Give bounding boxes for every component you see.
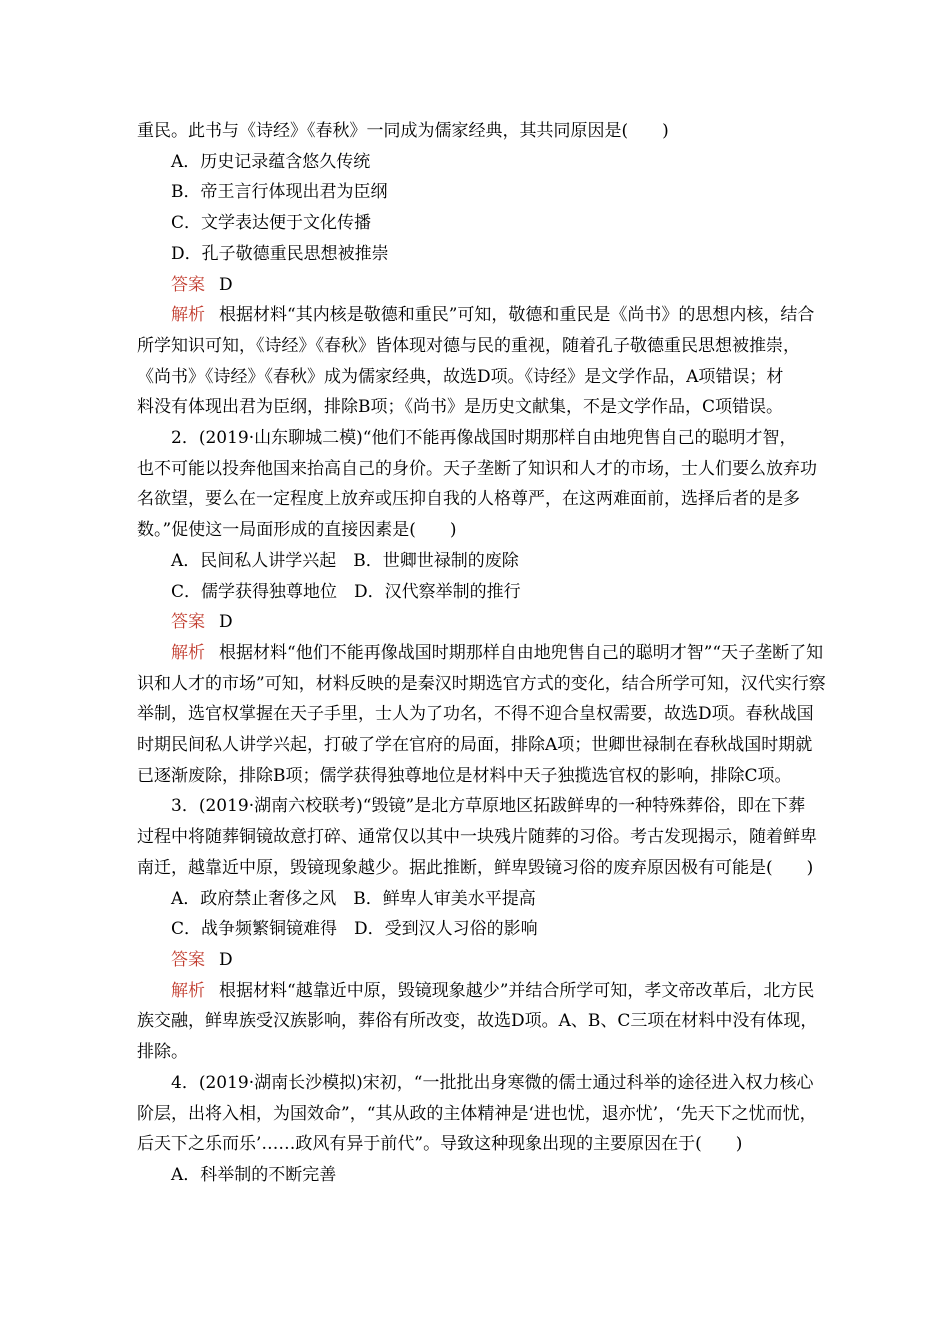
q3-options-row: A．政府禁止奢侈之风 B．鲜卑人审美水平提高 bbox=[171, 888, 536, 909]
q2-answer-row bbox=[137, 607, 813, 638]
q3-stem-line: 3．(2019·湖南六校联考)“毁镜”是北方草原地区拓跋鲜卑的一种特殊葬俗，即在下葬 bbox=[171, 796, 806, 817]
q4-stem-line: 后天下之乐而乐’……政风有异于前代”。导致这种现象出现的主要原因在于( ) bbox=[137, 1134, 743, 1155]
analysis-text: 根据材料“他们不能再像战国时期那样自由地兜售自己的聪明才智”“天子垄断了知 bbox=[219, 642, 824, 663]
answer-value: D bbox=[219, 274, 233, 295]
q2-stem-line: 2．(2019·山东聊城二模)“他们不能再像战国时期那样自由地兜售自己的聪明才智， bbox=[171, 428, 797, 449]
q2-stem-line: 数。”促使这一局面形成的直接因素是( ) bbox=[137, 520, 457, 541]
q2-analysis-first bbox=[137, 638, 824, 669]
q3-stem-line: 过程中将随葬铜镜故意打碎、通常仅以其中一块残片随葬的习俗。考古发现揭示，随着鲜卑 bbox=[137, 827, 817, 848]
q2-analysis-line: 举制，选官权掌握在天子手里，士人为了功名，不得不迎合皇权需要，故选D项。春秋战国 bbox=[137, 704, 814, 725]
q4-stem-line: 4．(2019·湖南长沙模拟)宋初，“一批批出身寒微的儒士通过科举的途径进入权力核心 bbox=[171, 1072, 814, 1093]
answer-label: 答案 bbox=[171, 274, 205, 295]
q1-analysis-line: 所学知识可知，《诗经》《春秋》皆体现对德与民的重视，随着孔子敬德重民思想被推崇， bbox=[137, 335, 800, 356]
q2-stem-line: 名欲望，要么在一定程度上放弃或压抑自我的人格尊严，在这两难面前，选择后者的是多 bbox=[137, 489, 800, 510]
answer-value: D bbox=[219, 612, 233, 633]
q3-stem-line: 南迁，越靠近中原，毁镜现象越少。据此推断，鲜卑毁镜习俗的废弃原因极有可能是( ) bbox=[137, 857, 814, 878]
analysis-text: 根据材料“其内核是敬德和重民”可知，敬德和重民是《尚书》的思想内核，结合 bbox=[219, 305, 815, 326]
answer-value: D bbox=[219, 949, 233, 970]
q2-analysis-line: 识和人才的市场”可知，材料反映的是秦汉时期选官方式的变化，结合所学可知，汉代实行察 bbox=[137, 673, 826, 694]
q2-stem-line: 也不可能以投奔他国来抬高自己的身价。天子垄断了知识和人才的市场，士人们要么放弃功 bbox=[137, 458, 817, 479]
q1-analysis-first bbox=[137, 300, 813, 331]
q3-analysis-first bbox=[137, 976, 813, 1007]
q1-analysis-line: 料没有体现出君为臣纲，排除B项；《尚书》是历史文献集，不是文学作品，C项错误。 bbox=[137, 397, 783, 418]
q1-answer-row bbox=[137, 270, 813, 301]
q3-answer-row bbox=[137, 945, 813, 976]
answer-label: 答案 bbox=[171, 949, 205, 970]
q4-stem-line: 阶层，出将入相，为国效命”，“其从政的主体精神是‘进也忧，退亦忧’，‘先天下之忧而忧， bbox=[137, 1103, 817, 1124]
q2-analysis-line: 时期民间私人讲学兴起，打破了学在官府的局面，排除A项；世卿世禄制在春秋战国时期就 bbox=[137, 735, 813, 756]
q1-option-d: D．孔子敬德重民思想被推崇 bbox=[171, 243, 389, 264]
analysis-label: 解析 bbox=[171, 980, 205, 1001]
q1-stem-end: 重民。此书与《诗经》《春秋》一同成为儒家经典，其共同原因是( ) bbox=[137, 121, 669, 141]
q1-option-a: A．历史记录蕴含悠久传统 bbox=[171, 151, 371, 172]
q3-analysis-line: 排除。 bbox=[137, 1042, 188, 1063]
q2-analysis-line: 已逐渐废除，排除B项；儒学获得独尊地位是材料中天子独揽选官权的影响，排除C项。 bbox=[137, 765, 792, 786]
analysis-label: 解析 bbox=[171, 305, 205, 326]
q4-option-a: A．科举制的不断完善 bbox=[171, 1164, 337, 1185]
analysis-text: 根据材料“越靠近中原，毁镜现象越少”并结合所学可知，孝文帝改革后，北方民 bbox=[219, 980, 815, 1001]
q1-analysis-line: 《尚书》《诗经》《春秋》成为儒家经典，故选D项。《诗经》是文学作品，A项错误；材 bbox=[137, 366, 784, 387]
q2-options-row: C．儒学获得独尊地位 D．汉代察举制的推行 bbox=[171, 581, 521, 602]
document-page bbox=[137, 116, 826, 1191]
q1-option-c: C．文学表达便于文化传播 bbox=[171, 213, 372, 234]
answer-label: 答案 bbox=[171, 612, 205, 633]
q1-option-b: B．帝王言行体现出君为臣纲 bbox=[171, 182, 388, 203]
q2-options-row: A．民间私人讲学兴起 B．世卿世禄制的废除 bbox=[171, 550, 519, 571]
q3-analysis-line: 族交融，鲜卑族受汉族影响，葬俗有所改变，故选D项。A、B、C三项在材料中没有体现， bbox=[137, 1011, 818, 1032]
analysis-label: 解析 bbox=[171, 642, 205, 663]
q3-options-row: C．战争频繁铜镜难得 D．受到汉人习俗的影响 bbox=[171, 919, 538, 940]
